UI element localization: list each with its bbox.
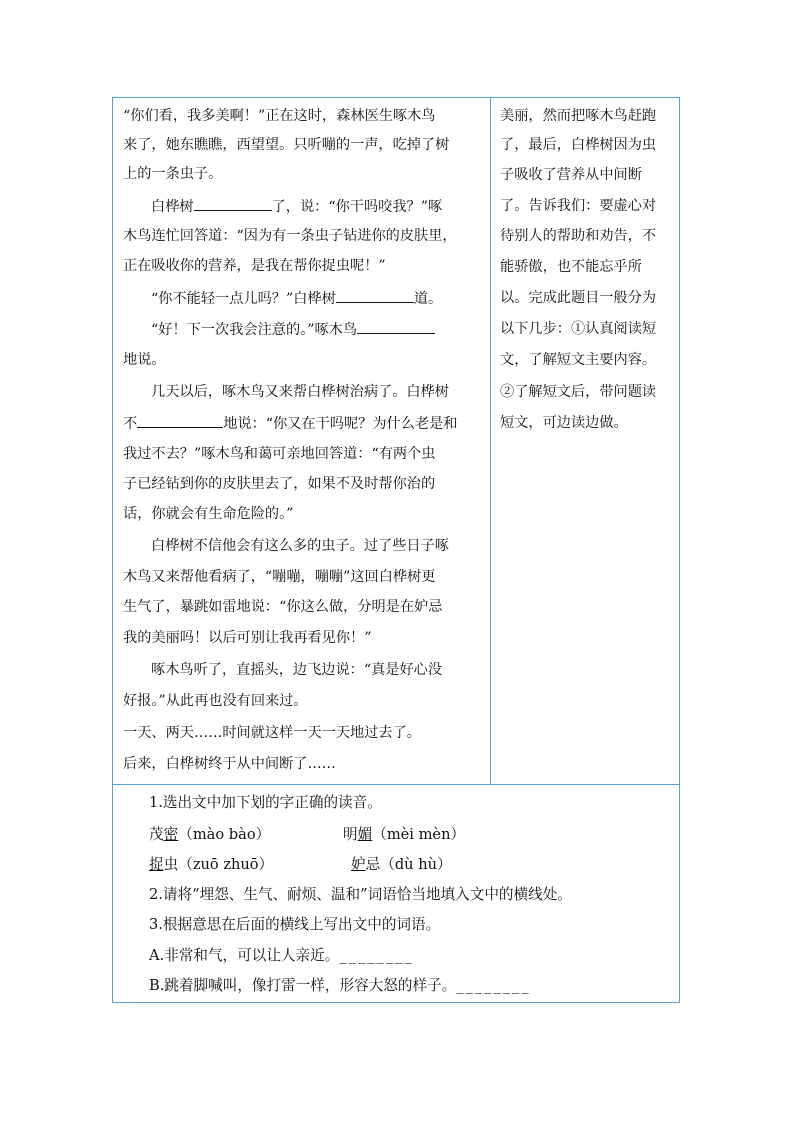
pinyin-option: 捉虫（zuō zhuō） bbox=[149, 856, 274, 873]
passage-line: 木鸟又来帮他看病了，“嘣嘣，嘣嘣”这回白桦树更 bbox=[123, 569, 436, 585]
passage-line: 几天以后，啄木鸟又来帮白桦树治病了。白桦树 bbox=[151, 384, 449, 400]
question-1: 1.选出文中加下划的字正确的读音。 bbox=[149, 794, 382, 811]
analysis-line: ②了解短文后，带问题读 bbox=[500, 384, 657, 400]
analysis-line: 能骄傲，也不能忘乎所 bbox=[500, 259, 642, 275]
analysis-line: 了，最后，白桦树因为虫 bbox=[500, 137, 657, 153]
passage-line: 上的一条虫子。 bbox=[123, 166, 223, 182]
question-3a: A.非常和气，可以让人亲近。________ bbox=[149, 947, 414, 964]
blank-line bbox=[194, 196, 272, 211]
analysis-line: 短文，可边读边做。 bbox=[500, 415, 628, 431]
passage-line: “你们看，我多美啊！”正在这时，森林医生啄木鸟 bbox=[123, 108, 436, 124]
analysis-line: 以下几步：①认真阅读短 bbox=[500, 321, 657, 337]
analysis-line: 美丽，然而把啄木鸟赶跑 bbox=[500, 108, 657, 124]
blank-line bbox=[336, 288, 414, 303]
passage-line: 啄木鸟听了，直摇头，边飞边说：“真是好心没 bbox=[151, 662, 443, 678]
passage-line: 木鸟连忙回答道：“因为有一条虫子钻进你的皮肤里， bbox=[123, 228, 457, 244]
analysis-line: 子吸收了营养从中间断 bbox=[500, 167, 642, 183]
analysis-cell bbox=[491, 98, 679, 784]
passage-cell bbox=[113, 98, 491, 784]
passage-line: 白桦树不信他会有这么多的虫子。过了些日子啄 bbox=[151, 538, 449, 554]
passage-line: 生气了，暴跳如雷地说：“你这么做，分明是在妒忌 bbox=[123, 599, 443, 615]
passage-line: 白桦树 了，说：“你干吗咬我？”啄 bbox=[151, 196, 442, 217]
questions-cell bbox=[113, 785, 679, 1002]
passage-line: 不 地说：“你又在干吗呢？为什么老是和 bbox=[123, 413, 457, 434]
passage-line: 正在吸收你的营养，是我在帮你捉虫呢！” bbox=[123, 258, 386, 274]
analysis-line: 待别人的帮助和劝告，不 bbox=[500, 228, 657, 244]
passage-line: 子已经钻到你的皮肤里去了，如果不及时帮你治的 bbox=[123, 476, 436, 492]
passage-line: 一天、两天……时间就这样一天一天地过去了。 bbox=[123, 725, 421, 741]
passage-line: “你不能轻一点儿吗？”白桦树 道。 bbox=[151, 288, 442, 309]
question-2: 2.请将“埋怨、生气、耐烦、温和”词语恰当地填入文中的横线处。 bbox=[149, 886, 572, 903]
question-3: 3.根据意思在后面的横线上写出文中的词语。 bbox=[149, 916, 441, 933]
passage-row bbox=[113, 98, 679, 785]
passage-line: “好！下一次我会注意的。”啄木鸟 bbox=[151, 319, 435, 340]
passage-line: 好报。”从此再也没有回来过。 bbox=[123, 693, 308, 709]
analysis-line: 文，了解短文主要内容。 bbox=[500, 352, 657, 368]
pinyin-option: 妒忌（dù hù） bbox=[351, 856, 452, 873]
passage-line: 来了，她东瞧瞧，西望望。只听嘣的一声，吃掉了树 bbox=[123, 137, 450, 153]
passage-line: 我的美丽吗！以后可别让我再看见你！” bbox=[123, 630, 372, 646]
question-3b: B.跳着脚喊叫，像打雷一样，形容大怒的样子。________ bbox=[149, 977, 531, 994]
passage-line: 话，你就会有生命危险的。” bbox=[123, 506, 294, 522]
passage-line: 后来，白桦树终于从中间断了…… bbox=[123, 756, 336, 772]
blank-line bbox=[137, 413, 223, 428]
passage-line: 地说。 bbox=[123, 352, 166, 368]
analysis-line: 以。完成此题目一般分为 bbox=[500, 290, 657, 306]
passage-line: 我过不去？”啄木鸟和蔼可亲地回答道：“有两个虫 bbox=[123, 446, 436, 462]
pinyin-option: 明媚（mèi mèn） bbox=[343, 826, 466, 843]
analysis-line: 了。告诉我们：要虚心对 bbox=[500, 198, 657, 214]
blank-line bbox=[357, 319, 435, 334]
pinyin-option: 茂密（mào bào） bbox=[149, 826, 271, 843]
reading-table bbox=[112, 97, 680, 1003]
answer-blank[interactable]: ________ bbox=[456, 977, 531, 994]
answer-blank[interactable]: ________ bbox=[339, 947, 414, 964]
